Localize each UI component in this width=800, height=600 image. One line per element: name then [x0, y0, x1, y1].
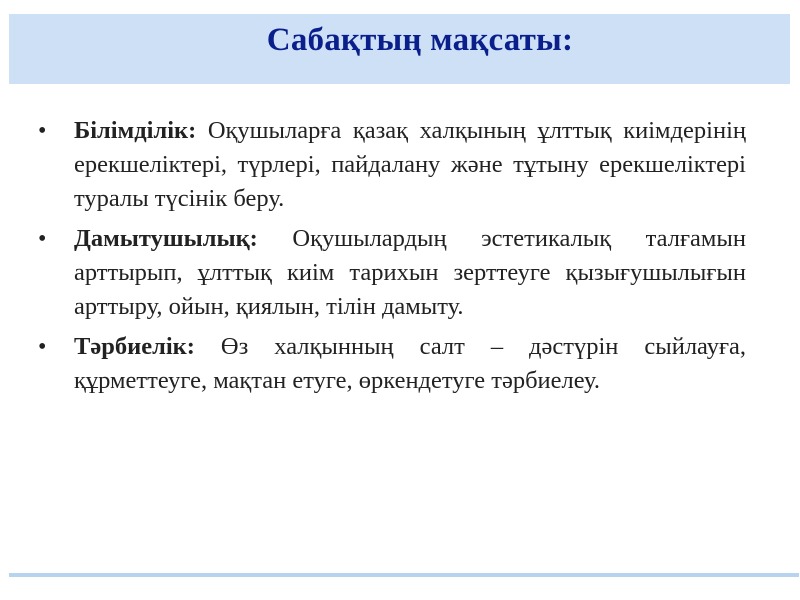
objective-item — [38, 222, 746, 324]
objective-text: Өз халқынның салт – дәстүрін сыйлауға, құрметтеуге, мақтан етуге, өркендетуге тәрбиелеу. — [74, 333, 746, 394]
objectives-list — [38, 114, 746, 404]
bottom-divider — [9, 573, 799, 577]
objective-text: Оқушылардың эстетикалық талғамын арттырып, ұлттық киім тарихын зерттеуге қызығушылығын арттыру, ойын, қиялын, тілін дамыту. — [74, 225, 747, 320]
bullet-icon: • — [38, 334, 47, 360]
objective-term: Дамытушылық: — [74, 225, 258, 252]
bullet-icon: • — [38, 118, 47, 144]
bullet-icon: • — [38, 226, 47, 252]
objective-term: Тәрбиелік: — [74, 333, 195, 360]
objective-item — [38, 114, 746, 216]
slide-title: Сабақтың мақсаты: — [266, 22, 574, 58]
objective-text: Оқушыларға қазақ халқының ұлттық киімдерінің ерекшеліктері, түрлері, пайдалану және тұтыну ерекшеліктері туралы түсінік беру. — [74, 117, 746, 212]
objective-item — [38, 330, 746, 398]
objective-term: Білімділік: — [74, 117, 197, 144]
